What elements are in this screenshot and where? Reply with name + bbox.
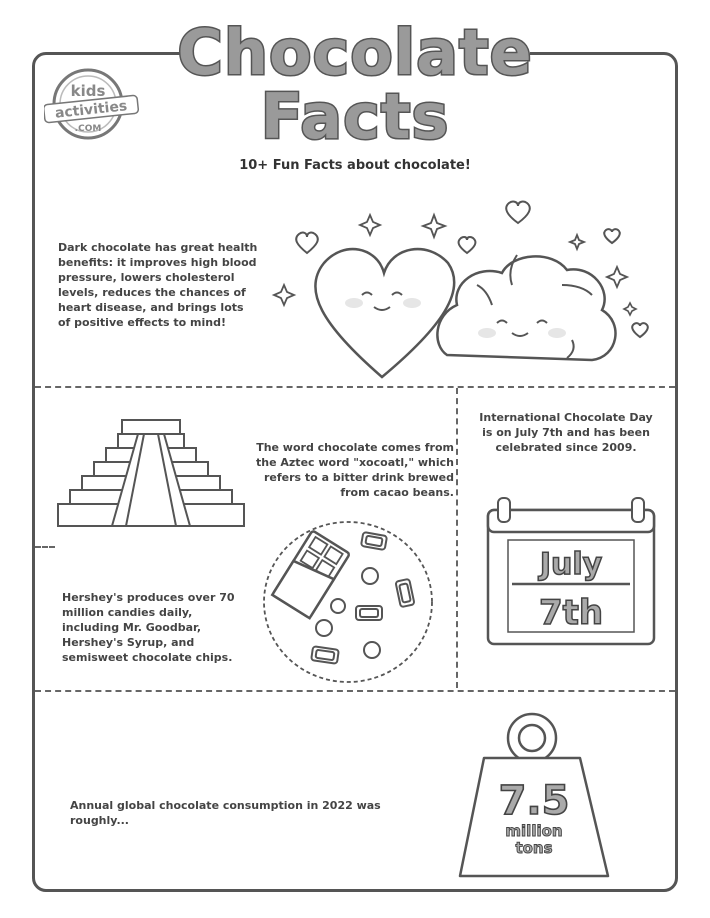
logo-com: .COM [74, 124, 102, 134]
divider-vertical [456, 388, 458, 688]
title-line-2: Facts [260, 80, 450, 153]
calendar-day: 7th [538, 593, 604, 633]
logo-activities: activities [54, 98, 128, 122]
weight-unit-1: million [505, 822, 563, 840]
weight-unit-2: tons [515, 839, 553, 857]
weight-illustration [456, 710, 626, 882]
aztec-pyramid-illustration [56, 416, 246, 528]
fact-consumption: Annual global chocolate consumption in 2022 was roughly... [70, 799, 381, 827]
divider-left-stub [35, 546, 55, 548]
title-line-1: Chocolate [177, 16, 533, 89]
fact-aztec: The word chocolate comes from the Aztec word "xocoatl," which refers to a bitter drink brewed from cacao beans. [256, 441, 454, 499]
fact-international-day: International Chocolate Day is on July 7th and has been celebrated since 2009. [479, 411, 653, 454]
fact-health: Dark chocolate has great health benefits: it improves high blood pressure, lowers cholesterol levels, reduces the chances of heart disease, and brings lots of positive effects to mind! [58, 241, 258, 329]
chocolate-candies-illustration [260, 518, 436, 684]
calendar-month: July [539, 547, 603, 582]
fact-hershey: Hershey's produces over 70 million candies daily, including Mr. Goodbar, Hershey's Syrup, and semisweet chocolate chips. [62, 591, 235, 664]
calendar-illustration [484, 496, 660, 648]
divider-top [35, 386, 675, 388]
subtitle: 10+ Fun Facts about chocolate! [239, 158, 471, 173]
kids-activities-logo [44, 66, 140, 148]
weight-value: 7.5 [498, 778, 570, 824]
logo-kids: kids [70, 82, 106, 100]
heart-brain-illustration [262, 195, 662, 385]
divider-bottom [35, 690, 675, 692]
